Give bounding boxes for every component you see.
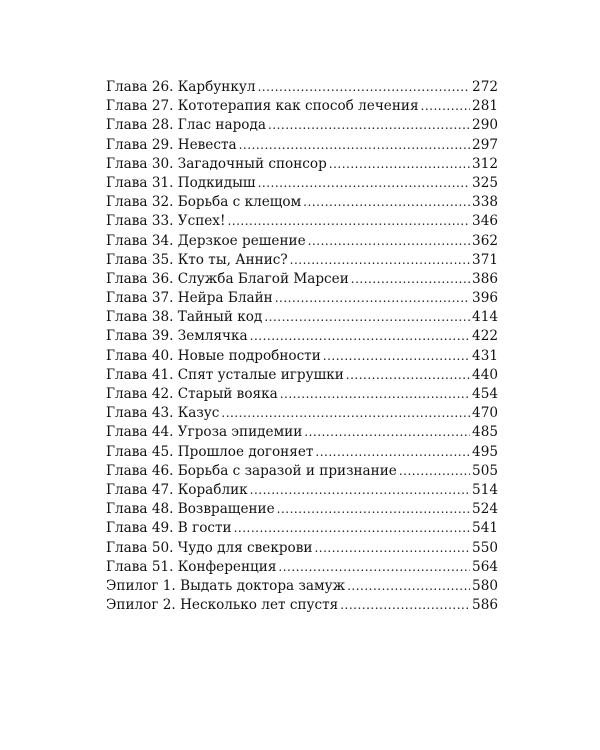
toc-entry bbox=[106, 232, 498, 251]
toc-entry-title: Глава 35. Кто ты, Аннис? bbox=[106, 251, 288, 268]
toc-entry bbox=[106, 404, 498, 423]
toc-entry-title: Глава 36. Служба Благой Марсеи bbox=[106, 270, 349, 287]
toc-entry bbox=[106, 539, 498, 558]
toc-entry bbox=[106, 347, 498, 366]
toc-entry bbox=[106, 519, 498, 538]
toc-entry-title: Глава 48. Возвращение bbox=[106, 501, 275, 518]
toc-entry-page: 431 bbox=[472, 347, 498, 364]
toc-entry-title: Глава 41. Спят усталые игрушки bbox=[106, 366, 344, 383]
toc-entry-page: 564 bbox=[472, 558, 498, 575]
toc-entry bbox=[106, 327, 498, 346]
toc-leader-dots bbox=[351, 270, 470, 289]
toc-entry bbox=[106, 193, 498, 212]
toc-leader-dots bbox=[258, 174, 470, 193]
toc-entry-title: Глава 38. Тайный код bbox=[106, 309, 263, 326]
toc-entry-title: Глава 30. Загадочный спонсор bbox=[106, 155, 327, 172]
toc-leader-dots bbox=[239, 136, 470, 155]
toc-entry-page: 414 bbox=[472, 309, 498, 326]
toc-leader-dots bbox=[421, 97, 471, 116]
toc-entry bbox=[106, 577, 498, 596]
toc-entry bbox=[106, 423, 498, 442]
toc-entry-page: 312 bbox=[472, 155, 498, 172]
toc-entry-title: Глава 34. Дерзкое решение bbox=[106, 232, 306, 249]
toc-leader-dots bbox=[346, 366, 470, 385]
toc-entry bbox=[106, 78, 498, 97]
toc-leader-dots bbox=[250, 327, 470, 346]
toc-entry-title: Глава 40. Новые подробности bbox=[106, 347, 321, 364]
toc-entry-title: Глава 26. Карбункул bbox=[106, 79, 256, 95]
toc-entry bbox=[106, 462, 498, 481]
toc-entry-title: Глава 46. Борьба с заразой и признание bbox=[106, 462, 397, 479]
table-of-contents bbox=[106, 78, 498, 615]
toc-entry bbox=[106, 251, 498, 270]
toc-entry-title: Глава 29. Невеста bbox=[106, 136, 237, 153]
toc-leader-dots bbox=[234, 519, 470, 538]
toc-entry bbox=[106, 97, 498, 116]
toc-entry-page: 470 bbox=[472, 405, 498, 422]
toc-entry-title: Глава 45. Прошлое догоняет bbox=[106, 443, 314, 460]
toc-entry-title: Глава 37. Нейра Блайн bbox=[106, 290, 273, 307]
toc-entry-page: 338 bbox=[472, 194, 498, 211]
toc-entry-page: 505 bbox=[472, 462, 498, 479]
toc-leader-dots bbox=[257, 78, 470, 97]
toc-entry-title: Глава 47. Кораблик bbox=[106, 481, 248, 498]
toc-leader-dots bbox=[268, 116, 470, 135]
toc-entry-page: 386 bbox=[472, 270, 498, 287]
toc-leader-dots bbox=[264, 308, 470, 327]
toc-entry-page: 325 bbox=[472, 174, 498, 191]
toc-entry-title: Глава 33. Успех! bbox=[106, 213, 226, 230]
toc-entry-title: Глава 32. Борьба с клещом bbox=[106, 194, 302, 211]
toc-entry bbox=[106, 289, 498, 308]
toc-leader-dots bbox=[250, 481, 470, 500]
toc-entry-page: 362 bbox=[472, 232, 498, 249]
toc-entry-page: 541 bbox=[472, 520, 498, 537]
toc-entry bbox=[106, 558, 498, 577]
toc-entry-title: Глава 43. Казус bbox=[106, 405, 220, 422]
toc-entry-page: 281 bbox=[472, 98, 498, 115]
toc-entry-title: Глава 44. Угроза эпидемии bbox=[106, 424, 303, 441]
toc-entry bbox=[106, 116, 498, 135]
toc-entry-page: 440 bbox=[472, 366, 498, 383]
toc-entry-page: 422 bbox=[472, 328, 498, 345]
toc-entry bbox=[106, 155, 498, 174]
toc-entry bbox=[106, 596, 498, 615]
toc-entry bbox=[106, 308, 498, 327]
toc-leader-dots bbox=[303, 193, 470, 212]
toc-entry-page: 550 bbox=[472, 539, 498, 556]
toc-leader-dots bbox=[278, 558, 470, 577]
toc-leader-dots bbox=[329, 155, 470, 174]
toc-entry-title: Глава 49. В гости bbox=[106, 520, 232, 537]
toc-leader-dots bbox=[314, 539, 470, 558]
toc-leader-dots bbox=[315, 443, 470, 462]
toc-entry-page: 586 bbox=[472, 597, 498, 614]
toc-entry bbox=[106, 500, 498, 519]
toc-entry-page: 485 bbox=[472, 424, 498, 441]
toc-leader-dots bbox=[323, 347, 470, 366]
toc-leader-dots bbox=[290, 251, 470, 270]
toc-leader-dots bbox=[227, 212, 470, 231]
toc-leader-dots bbox=[308, 232, 470, 251]
toc-entry-title: Глава 42. Старый вояка bbox=[106, 386, 278, 402]
toc-entry bbox=[106, 270, 498, 289]
toc-entry-page: 396 bbox=[472, 290, 498, 307]
toc-leader-dots bbox=[340, 596, 470, 615]
toc-entry bbox=[106, 174, 498, 193]
toc-leader-dots bbox=[221, 404, 470, 423]
toc-entry-title: Глава 28. Глас народа bbox=[106, 117, 266, 134]
toc-entry-title: Глава 27. Кототерапия как способ лечения bbox=[106, 98, 419, 115]
toc-entry-page: 524 bbox=[472, 501, 498, 518]
toc-entry-page: 514 bbox=[472, 481, 498, 498]
toc-entry-title: Эпилог 1. Выдать доктора замуж bbox=[106, 577, 346, 594]
toc-entry-title: Глава 31. Подкидыш bbox=[106, 174, 256, 191]
toc-leader-dots bbox=[304, 423, 470, 442]
toc-entry bbox=[106, 443, 498, 462]
toc-entry bbox=[106, 481, 498, 500]
toc-entry bbox=[106, 385, 498, 404]
toc-entry-page: 495 bbox=[472, 443, 498, 460]
toc-entry-title: Глава 51. Конференция bbox=[106, 558, 277, 575]
toc-entry bbox=[106, 136, 498, 155]
toc-entry-title: Глава 39. Землячка bbox=[106, 328, 248, 345]
toc-leader-dots bbox=[347, 577, 470, 596]
toc-entry-page: 454 bbox=[472, 386, 498, 402]
toc-entry-page: 346 bbox=[472, 213, 498, 230]
toc-leader-dots bbox=[280, 385, 470, 404]
toc-entry-title: Эпилог 2. Несколько лет спустя bbox=[106, 597, 339, 614]
toc-leader-dots bbox=[275, 289, 470, 308]
toc-leader-dots bbox=[399, 462, 470, 481]
toc-entry-page: 580 bbox=[472, 577, 498, 594]
toc-entry bbox=[106, 212, 498, 231]
toc-entry-page: 297 bbox=[472, 136, 498, 153]
toc-leader-dots bbox=[277, 500, 470, 519]
toc-entry-page: 371 bbox=[472, 251, 498, 268]
toc-entry-page: 272 bbox=[472, 79, 498, 95]
toc-entry-page: 290 bbox=[472, 117, 498, 134]
toc-entry-title: Глава 50. Чудо для свекрови bbox=[106, 539, 313, 556]
toc-entry bbox=[106, 366, 498, 385]
